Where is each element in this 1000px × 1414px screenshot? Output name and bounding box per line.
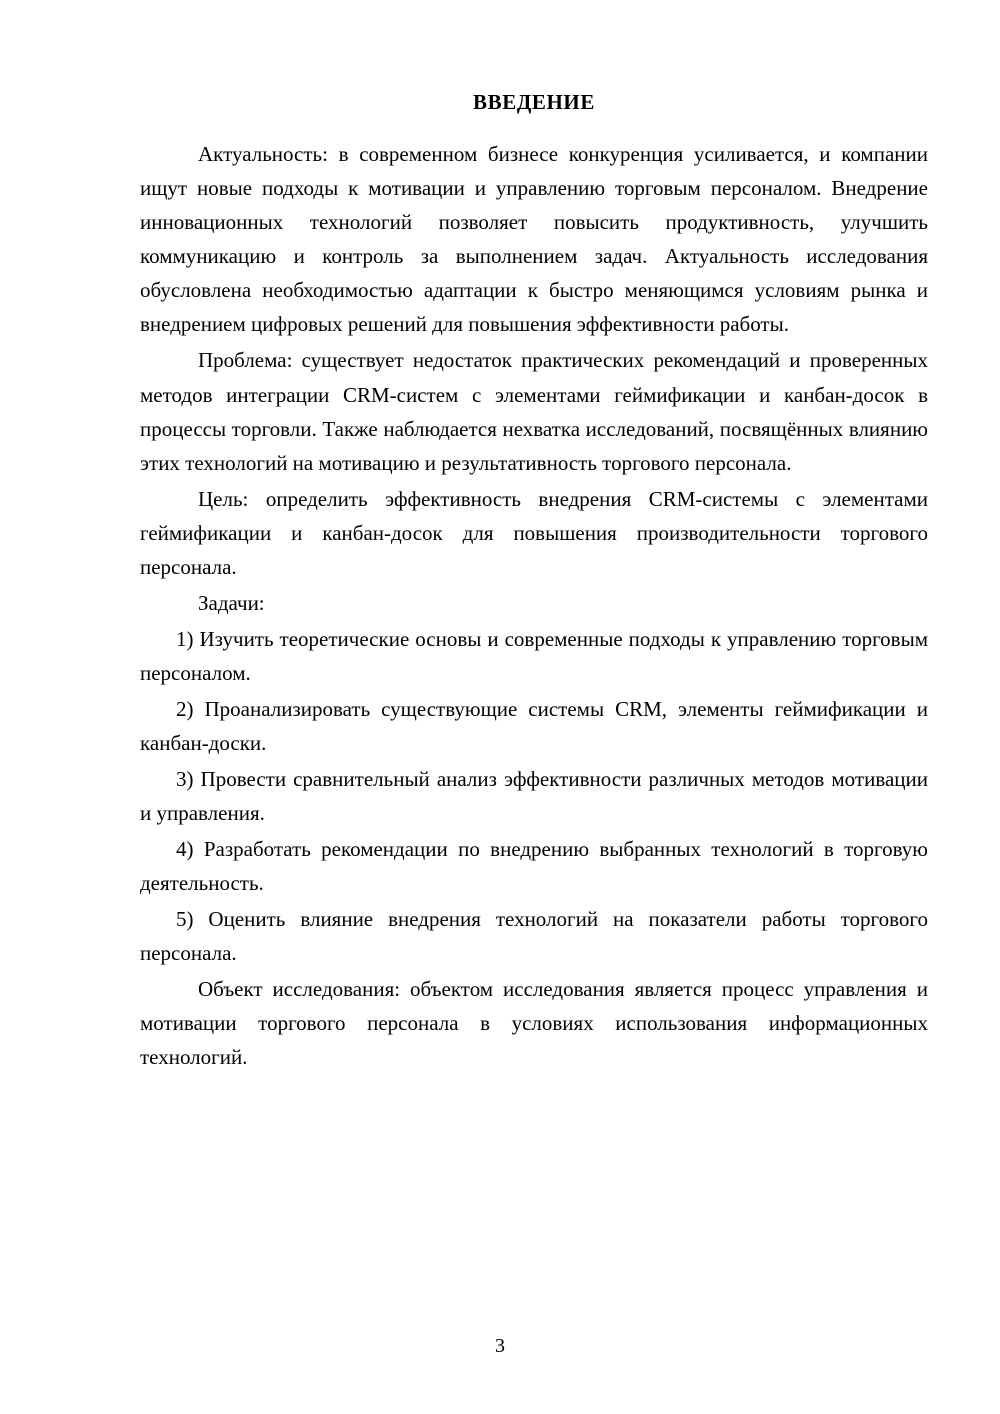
page-number: 3 (495, 1335, 505, 1357)
list-item: 3) Провести сравнительный анализ эффективности различных методов мотивации и управления. (140, 766, 928, 825)
page-title: ВВЕДЕНИЕ (473, 90, 595, 114)
paragraph-object-of-research: Объект исследования: объектом исследования является процесс управления и мотивации торгового персонала в условиях использования информационных технологий. (140, 976, 928, 1069)
list-item: 4) Разработать рекомендации по внедрению выбранных технологий в торговую деятельность. (140, 836, 928, 895)
paragraph-tasks-heading: Задачи: (198, 590, 265, 615)
list-item: 5) Оценить влияние внедрения технологий на показатели работы торгового персонала. (140, 906, 928, 965)
list-item: 1) Изучить теоретические основы и современные подходы к управлению торговым персоналом. (140, 626, 928, 685)
paragraph-relevance: Актуальность: в современном бизнесе конкуренция усиливается, и компании ищут новые подходы к мотивации и управлению торговым персоналом. Внедрение инновационных технологий позволяет повысить продуктивность, улучшить коммуникацию и контроль за выполнением задач. Актуальность исследования обусловлена необходимостью адаптации к быстро меняющимся условиям рынка и внедрением цифровых решений для повышения эффективности работы. (140, 142, 928, 337)
paragraph-goal: Цель: определить эффективность внедрения CRM-системы с элементами геймификации и канбан-досок для повышения производительности торгового персонала. (140, 486, 928, 579)
paragraph-problem: Проблема: существует недостаток практических рекомендаций и проверенных методов интеграции CRM-систем с элементами геймификации и канбан-досок в процессы торговли. Также наблюдается нехватка исследований, посвящённых влиянию этих технологий на мотивацию и результативность торгового персонала. (140, 348, 928, 475)
list-item: 2) Проанализировать существующие системы CRM, элементы геймификации и канбан-доски. (140, 696, 928, 755)
